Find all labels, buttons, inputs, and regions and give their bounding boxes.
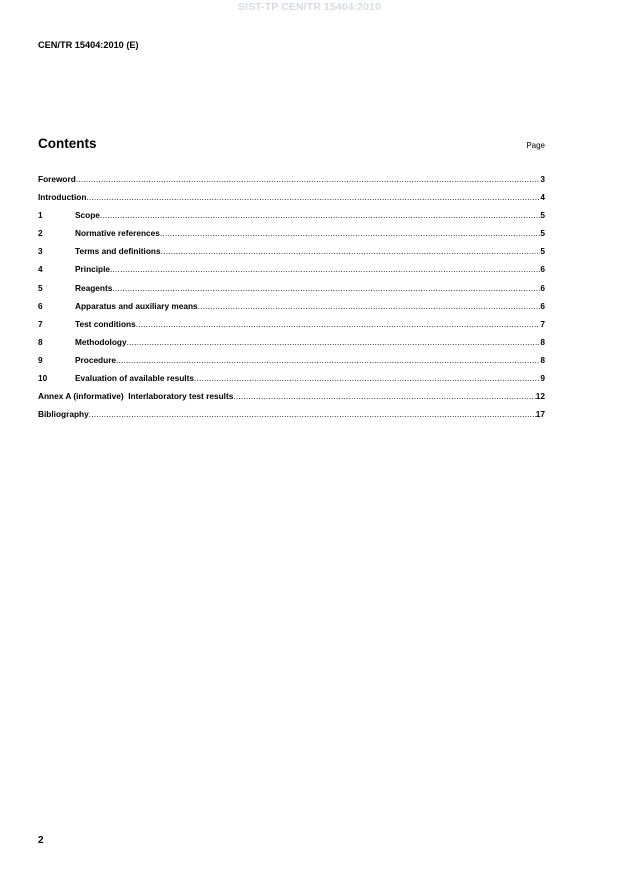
contents-title: Contents bbox=[38, 136, 97, 151]
toc-entry-number: 4 bbox=[38, 264, 43, 275]
toc-entry-apparatus[interactable] bbox=[38, 301, 545, 319]
toc-entry-foreword[interactable] bbox=[38, 174, 545, 192]
toc-entry-number: 8 bbox=[38, 336, 43, 347]
toc-entry-number: 2 bbox=[38, 228, 43, 239]
toc-entry-number: 7 bbox=[38, 318, 43, 329]
dot-leader bbox=[127, 337, 540, 347]
dot-leader bbox=[76, 174, 540, 184]
toc-entry-bibliography[interactable] bbox=[38, 409, 545, 427]
toc-entry-title: Reagents bbox=[75, 282, 113, 293]
toc-entry-page: 12 bbox=[535, 391, 545, 402]
toc-entry-title: Terms and definitions bbox=[75, 246, 161, 257]
toc-entry-test-conditions[interactable] bbox=[38, 319, 545, 337]
toc-entry-title: Foreword bbox=[38, 174, 76, 184]
toc-entry-page: 6 bbox=[540, 264, 545, 275]
page-column-label: Page bbox=[526, 141, 545, 150]
watermark: SIST-TP CEN/TR 15404:2010 bbox=[238, 1, 381, 13]
dot-leader bbox=[86, 192, 540, 202]
dot-leader bbox=[161, 246, 540, 256]
toc-entry-title: Evaluation of available results bbox=[75, 373, 194, 384]
toc-entry-number: 9 bbox=[38, 354, 43, 365]
dot-leader bbox=[116, 355, 540, 365]
dot-leader bbox=[89, 409, 536, 419]
toc-entry-title: Procedure bbox=[75, 354, 117, 365]
toc-entry-page: 4 bbox=[540, 192, 545, 203]
toc-entry-page: 17 bbox=[535, 409, 545, 420]
dot-leader bbox=[194, 373, 540, 383]
toc-entry-title: Methodology bbox=[75, 336, 127, 347]
toc-entry-title: Introduction bbox=[38, 192, 87, 203]
toc-entry-introduction[interactable] bbox=[38, 192, 545, 210]
toc-entry-reagents[interactable] bbox=[38, 283, 545, 301]
toc-entry-title: Scope bbox=[75, 210, 100, 221]
table-of-contents bbox=[38, 174, 545, 427]
toc-entry-page: 7 bbox=[540, 318, 545, 329]
toc-entry-number: 1 bbox=[38, 210, 43, 221]
toc-entry-title: Test conditions bbox=[75, 318, 136, 329]
toc-entry-page: 8 bbox=[540, 336, 545, 347]
toc-entry-normative-references[interactable] bbox=[38, 228, 545, 246]
toc-entry-scope[interactable] bbox=[38, 210, 545, 228]
toc-entry-principle[interactable] bbox=[38, 264, 545, 282]
dot-leader bbox=[112, 283, 540, 293]
toc-entry-number: 10 bbox=[38, 373, 48, 384]
dot-leader bbox=[198, 301, 540, 311]
toc-entry-title: Bibliography bbox=[38, 409, 89, 420]
toc-entry-number: 5 bbox=[38, 282, 43, 293]
toc-entry-title: Annex A (informative) Interlaboratory test results bbox=[38, 391, 234, 402]
dot-leader bbox=[110, 264, 540, 274]
toc-entry-page: 5 bbox=[540, 228, 545, 239]
toc-entry-title: Apparatus and auxiliary means bbox=[75, 300, 198, 311]
dot-leader bbox=[160, 228, 540, 238]
toc-entry-title: Normative references bbox=[75, 228, 160, 239]
toc-entry-page: 6 bbox=[540, 300, 545, 311]
toc-entry-page: 3 bbox=[540, 174, 545, 184]
dot-leader bbox=[100, 210, 540, 220]
toc-entry-page: 9 bbox=[540, 373, 545, 384]
toc-entry-number: 3 bbox=[38, 246, 43, 257]
dot-leader bbox=[136, 319, 540, 329]
page-number: 2 bbox=[38, 835, 44, 846]
toc-entry-procedure[interactable] bbox=[38, 355, 545, 373]
toc-entry-page: 5 bbox=[540, 246, 545, 257]
toc-entry-terms-and-definitions[interactable] bbox=[38, 246, 545, 264]
toc-entry-number: 6 bbox=[38, 300, 43, 311]
toc-entry-page: 8 bbox=[540, 354, 545, 365]
toc-entry-page: 6 bbox=[540, 282, 545, 293]
toc-entry-evaluation[interactable] bbox=[38, 373, 545, 391]
dot-leader bbox=[233, 391, 535, 401]
toc-entry-annex-a[interactable] bbox=[38, 391, 545, 409]
toc-entry-methodology[interactable] bbox=[38, 337, 545, 355]
document-id: CEN/TR 15404:2010 (E) bbox=[38, 40, 139, 50]
toc-entry-title: Principle bbox=[75, 264, 111, 275]
toc-entry-page: 5 bbox=[540, 210, 545, 221]
